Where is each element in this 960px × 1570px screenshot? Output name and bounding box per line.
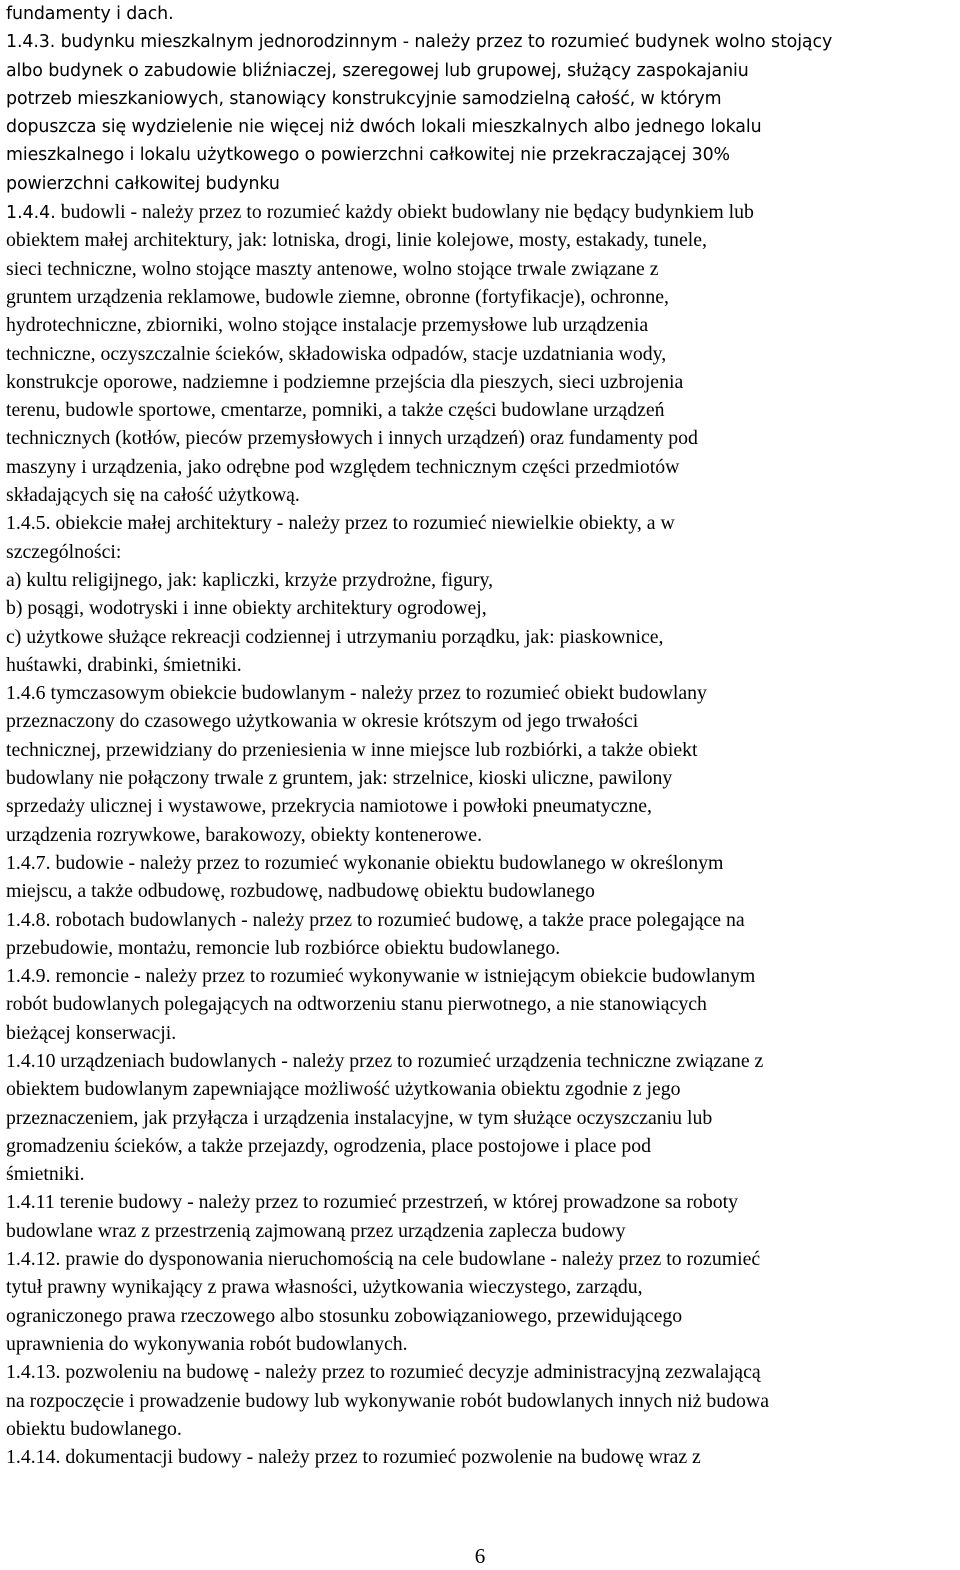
text-line: gromadzeniu ścieków, a także przejazdy, ogrodzenia, place postojowe i place pod bbox=[6, 1134, 651, 1157]
text-line: 1.4.6 tymczasowym obiekcie budowlanym - należy przez to rozumieć obiekt budowlany bbox=[6, 682, 707, 705]
text-line: obiektem budowlanym zapewniające możliwość użytkowania obiektu zgodnie z jego bbox=[6, 1078, 681, 1101]
text-line: fundamenty i dach. bbox=[6, 4, 174, 24]
text-line: szczególności: bbox=[6, 540, 122, 563]
text-line: techniczne, oczyszczalnie ścieków, składowiska odpadów, stacje uzdatniania wody, bbox=[6, 342, 667, 365]
text-line: 1.4.5. obiekcie małej architektury - należy przez to rozumieć niewielkie obiekty, a w bbox=[6, 512, 675, 535]
text-line: składających się na całość użytkową. bbox=[6, 484, 300, 507]
document-body bbox=[6, 0, 956, 1471]
text-line: ograniczonego prawa rzeczowego albo stosunku zobowiązaniowego, przewidującego bbox=[6, 1304, 683, 1327]
text-line: technicznych (kotłów, pieców przemysłowych i innych urządzeń) oraz fundamenty pod bbox=[6, 427, 698, 450]
text-line: dopuszcza się wydzielenie nie więcej niż dwóch lokali mieszkalnych albo jednego lokalu bbox=[6, 117, 762, 138]
text-line: 1.4.9. remoncie - należy przez to rozumieć wykonywanie w istniejącym obiekcie budowlanym bbox=[6, 965, 756, 988]
text-line: 1.4.10 urządzeniach budowlanych - należy przez to rozumieć urządzenia techniczne związane z bbox=[6, 1049, 764, 1072]
text-line: powierzchni całkowitej budynku bbox=[6, 173, 280, 194]
text-line: przeznaczony do czasowego użytkowania w okresie krótszym od jego trwałości bbox=[6, 710, 639, 733]
text-line: gruntem urządzenia reklamowe, budowle ziemne, obronne (fortyfikacje), ochronne, bbox=[6, 285, 669, 308]
text-line: urządzenia rozrywkowe, barakowozy, obiekty kontenerowe. bbox=[6, 823, 483, 846]
text-line: huśtawki, drabinki, śmietniki. bbox=[6, 653, 242, 676]
text-line: śmietniki. bbox=[6, 1163, 85, 1186]
text-line: 1.4.11 terenie budowy - należy przez to rozumieć przestrzeń, w której prowadzone sa roboty bbox=[6, 1191, 738, 1214]
page-number: 6 bbox=[474, 1544, 486, 1568]
text-line: maszyny i urządzenia, jako odrębne pod względem technicznym części przedmiotów bbox=[6, 455, 680, 478]
text-line: obiektu budowlanego. bbox=[6, 1417, 182, 1440]
text-line: 1.4.7. budowie - należy przez to rozumieć wykonanie obiektu budowlanego w określonym bbox=[6, 851, 724, 874]
text-line: hydrotechniczne, zbiorniki, wolno stojące instalacje przemysłowe lub urządzenia bbox=[6, 314, 649, 337]
text-line: terenu, budowle sportowe, cmentarze, pomniki, a także części budowlane urządzeń bbox=[6, 399, 665, 422]
text-line: 1.4.13. pozwoleniu na budowę - należy przez to rozumieć decyzje administracyjną zezwalającą bbox=[6, 1361, 761, 1384]
text-line: 1.4.3. budynku mieszkalnym jednorodzinnym - należy przez to rozumieć budynek wolno stojący bbox=[6, 32, 833, 53]
text-line: budowlany nie połączony trwale z gruntem, jak: strzelnice, kioski uliczne, pawilony bbox=[6, 767, 673, 790]
text-line: 1.4.12. prawie do dysponowania nieruchomością na cele budowlane - należy przez to rozumieć bbox=[6, 1248, 761, 1271]
line-text: budowli - należy przez to rozumieć każdy obiekt budowlany nie będący budynkiem lub bbox=[55, 201, 754, 224]
text-line: a) kultu religijnego, jak: kapliczki, krzyże przydrożne, figury, bbox=[6, 568, 494, 591]
text-line bbox=[6, 198, 956, 226]
text-line: sprzedaży ulicznej i wystawowe, przekrycia namiotowe i powłoki pneumatyczne, bbox=[6, 795, 652, 818]
text-line: sieci techniczne, wolno stojące maszty antenowe, wolno stojące trwale związane z bbox=[6, 257, 659, 280]
text-line: na rozpoczęcie i prowadzenie budowy lub wykonywanie robót budowlanych innych niż budowa bbox=[6, 1389, 769, 1412]
text-line: budowlane wraz z przestrzenią zajmowaną przez urządzenia zaplecza budowy bbox=[6, 1219, 626, 1242]
section-number: 1.4.4. bbox=[6, 203, 56, 224]
text-line: tytuł prawny wynikający z prawa własności, użytkowania wieczystego, zarządu, bbox=[6, 1276, 643, 1299]
text-line: miejscu, a także odbudowę, rozbudowę, nadbudowę obiektu budowlanego bbox=[6, 880, 595, 903]
text-line: konstrukcje oporowe, nadziemne i podziemne przejścia dla pieszych, sieci uzbrojenia bbox=[6, 370, 684, 393]
text-line: technicznej, przewidziany do przeniesienia w inne miejsce lub rozbiórki, a także obiekt bbox=[6, 738, 698, 761]
text-line: przebudowie, montażu, remoncie lub rozbiórce obiektu budowlanego. bbox=[6, 936, 561, 959]
text-line: robót budowlanych polegających na odtworzeniu stanu pierwotnego, a nie stanowiących bbox=[6, 993, 707, 1016]
text-line: bieżącej konserwacji. bbox=[6, 1021, 177, 1044]
text-line: 1.4.14. dokumentacji budowy - należy przez to rozumieć pozwolenie na budowę wraz z bbox=[6, 1446, 701, 1469]
text-line: przeznaczeniem, jak przyłącza i urządzenia instalacyjne, w tym służące oczyszczaniu lub bbox=[6, 1106, 713, 1129]
text-line: potrzeb mieszkaniowych, stanowiący konstrukcyjnie samodzielną całość, w którym bbox=[6, 88, 722, 109]
text-line: 1.4.8. robotach budowlanych - należy przez to rozumieć budowę, a także prace polegające na bbox=[6, 908, 745, 931]
text-line: b) posągi, wodotryski i inne obiekty architektury ogrodowej, bbox=[6, 597, 487, 620]
text-line: c) użytkowe służące rekreacji codziennej i utrzymaniu porządku, jak: piaskownice, bbox=[6, 625, 664, 648]
text-line: obiektem małej architektury, jak: lotniska, drogi, linie kolejowe, mosty, estakady, tunele, bbox=[6, 229, 707, 252]
text-line: albo budynek o zabudowie bliźniaczej, szeregowej lub grupowej, służący zaspokajaniu bbox=[6, 60, 749, 81]
text-line: uprawnienia do wykonywania robót budowlanych. bbox=[6, 1332, 408, 1355]
text-line: mieszkalnego i lokalu użytkowego o powierzchni całkowitej nie przekraczającej 30% bbox=[6, 145, 730, 166]
